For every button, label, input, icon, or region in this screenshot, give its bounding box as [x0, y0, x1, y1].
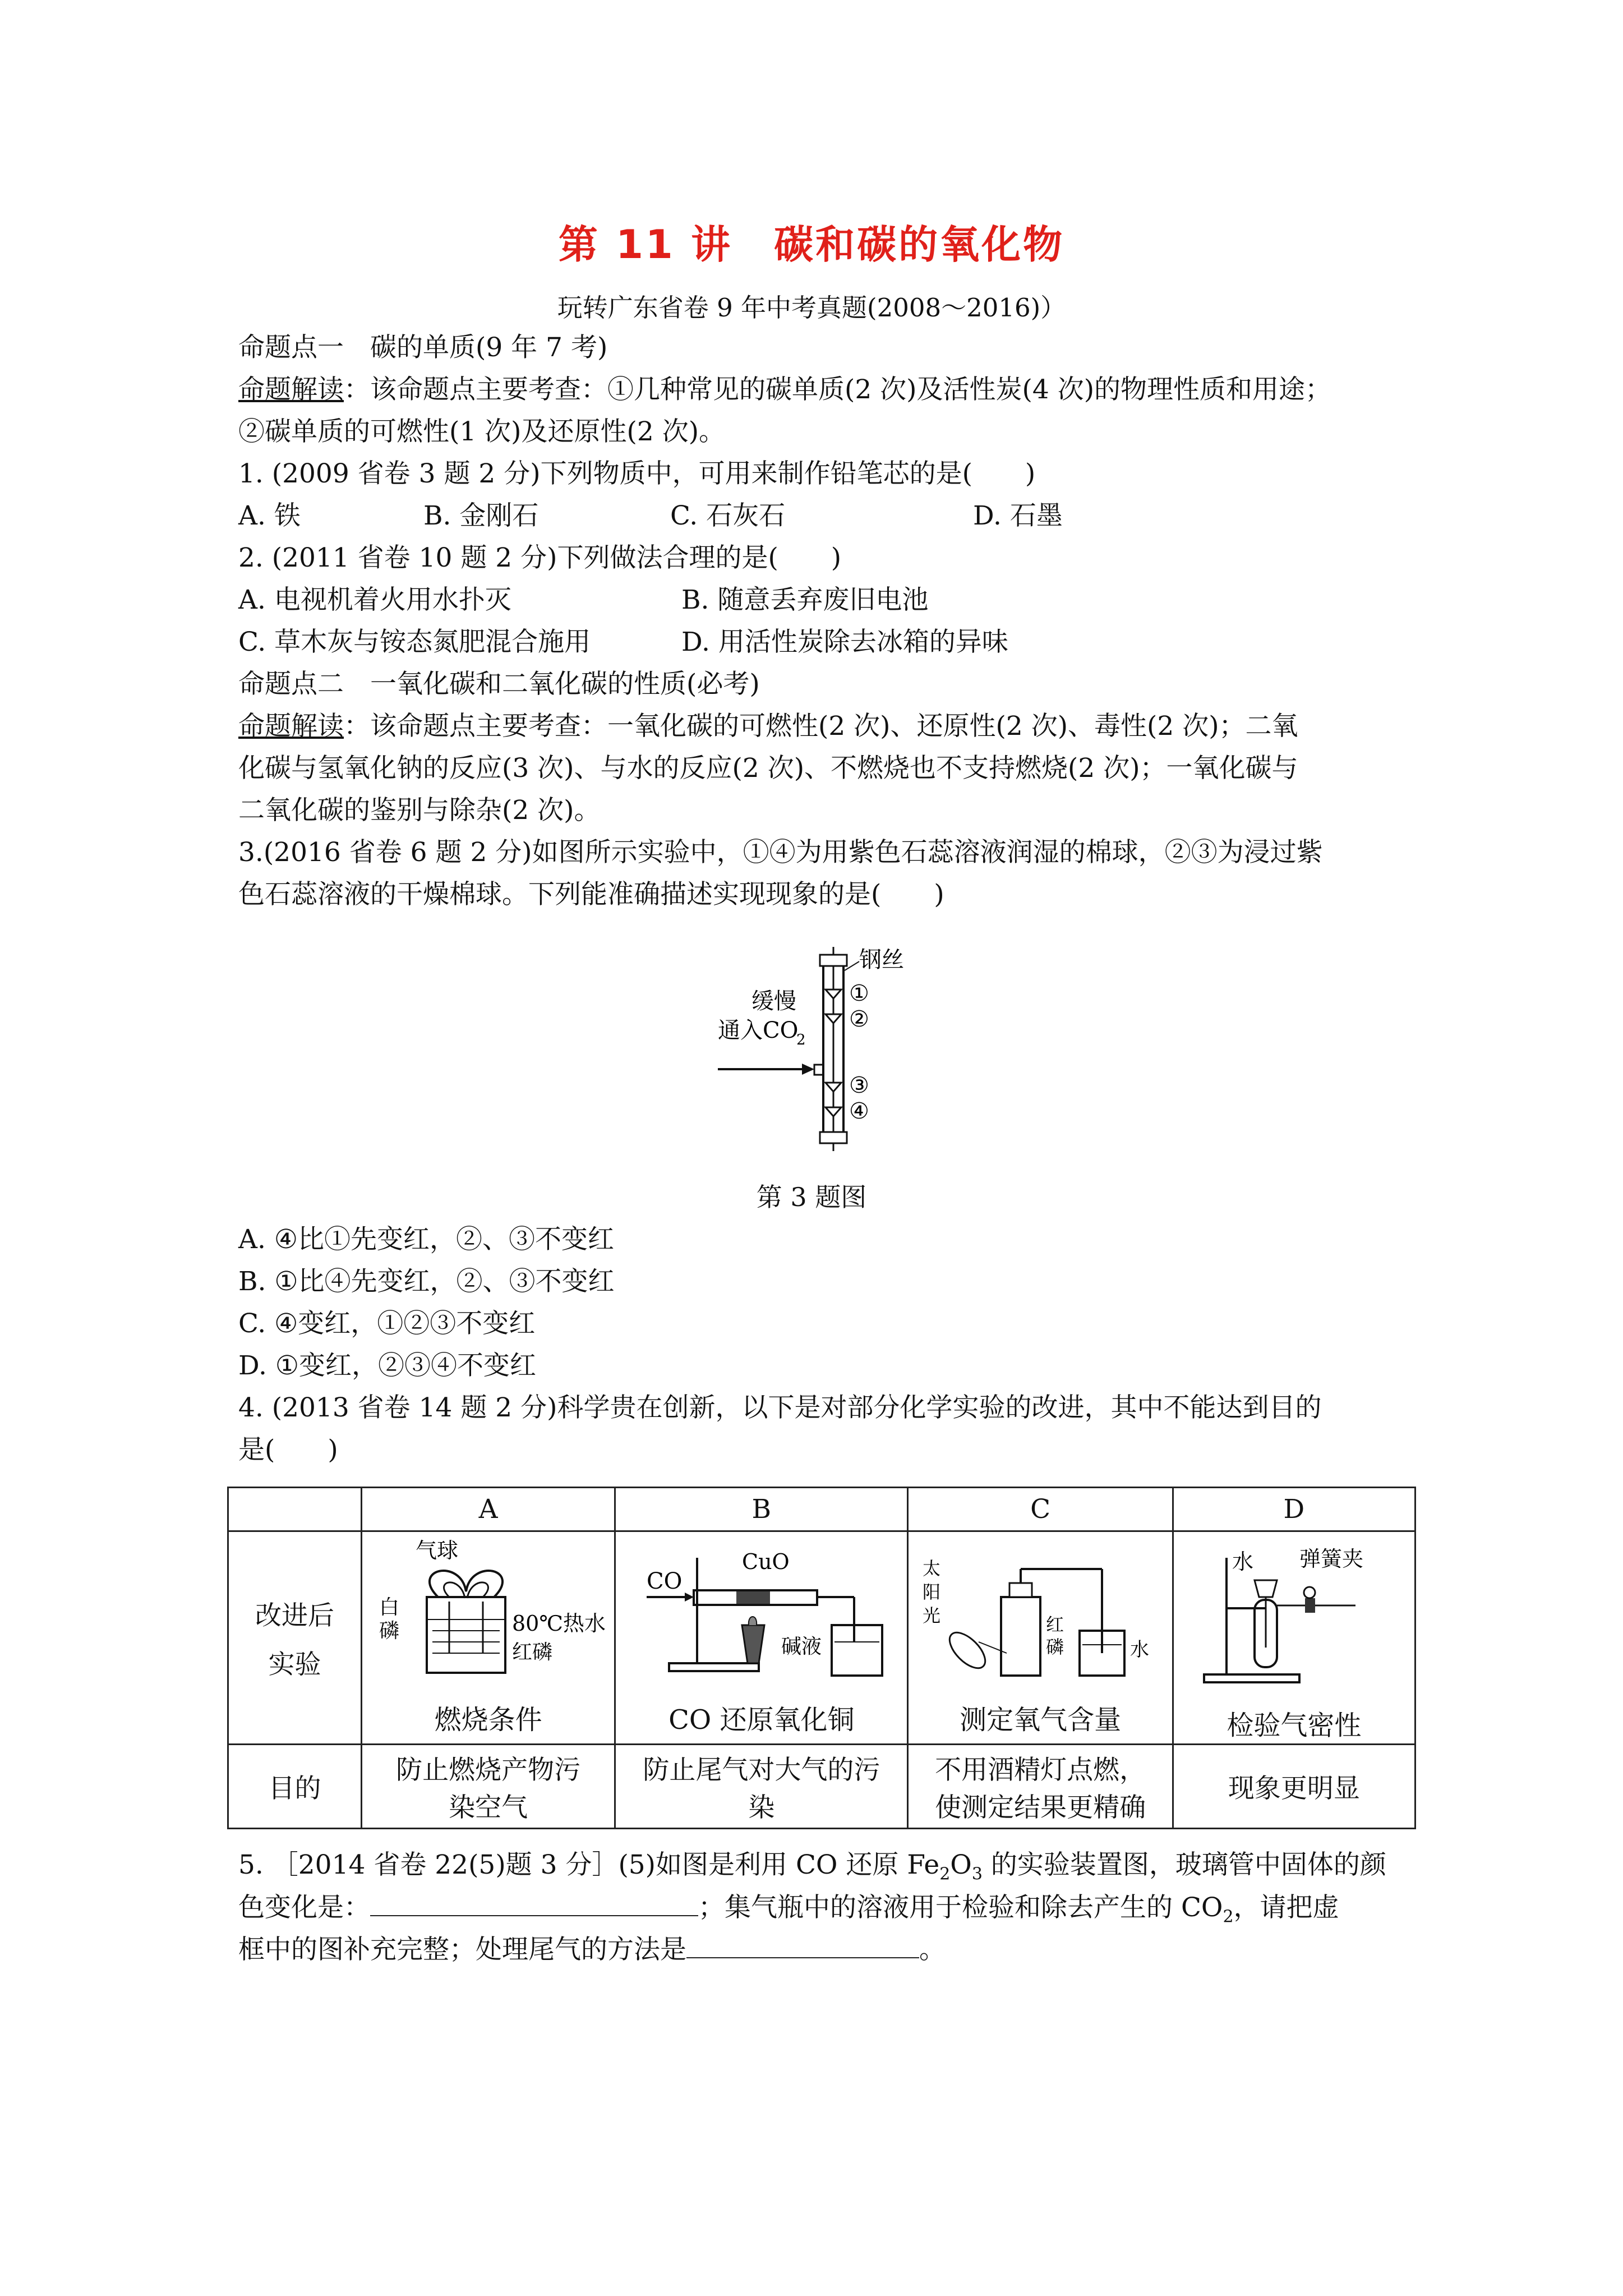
- cell-b-experiment: [615, 1531, 908, 1745]
- q5-text-h: 。: [919, 1934, 946, 1965]
- red-phosphorus-label-1: 红: [1046, 1614, 1064, 1635]
- q4-stem-line1: 4. (2013 省卷 14 题 2 分)科学贵在创新，以下是对部分化学实验的改进，其中不能达到目的: [238, 1392, 1322, 1423]
- cell-a-purpose-line2: 染空气: [449, 1792, 528, 1823]
- row-label-line2: 实验: [268, 1649, 321, 1680]
- q3-stem-line1: 3.(2016 省卷 6 题 2 分)如图所示实验中，①④为用紫色石蕊溶液润湿的棉球，②③为浸过紫: [238, 837, 1323, 868]
- q3-stem-line2: 色石蕊溶液的干燥棉球。下列能准确描述实现现象的是( ): [238, 879, 944, 910]
- page-title: 第 11 讲 碳和碳的氧化物: [558, 222, 1065, 268]
- interp-label: 命题解读: [238, 374, 344, 405]
- q4-comparison-table: [227, 1487, 1416, 1829]
- table-row-purpose: [228, 1745, 1415, 1829]
- co-reduction-diagram: [619, 1535, 905, 1698]
- sunlight-label-2: 阳: [923, 1581, 941, 1603]
- cell-a-purpose: [361, 1745, 615, 1829]
- q1-option-a: A. 铁: [238, 500, 301, 531]
- q3-option-d: D. ①变红，②③④不变红: [238, 1350, 537, 1381]
- red-phosphorus-label-2: 磷: [1046, 1636, 1064, 1658]
- oxygen-content-diagram: [911, 1535, 1169, 1698]
- burning-conditions-diagram: [365, 1535, 612, 1698]
- q1-option-c: C. 石灰石: [670, 500, 786, 531]
- q1-options: [238, 499, 1063, 533]
- q3-option-b: B. ①比④先变红，②、③不变红: [238, 1266, 615, 1297]
- q2-option-a: A. 电视机着火用水扑灭: [238, 585, 511, 615]
- co-inlet-label: CO: [646, 1568, 683, 1594]
- inlet-label-line1: 缓慢: [751, 988, 796, 1014]
- row-label-line1: 改进后: [255, 1600, 334, 1631]
- q3-figure: [712, 942, 970, 1156]
- q2-option-d: D. 用活性炭除去冰箱的异味: [681, 627, 1008, 657]
- q5-text-d: 色变化是：: [238, 1892, 370, 1923]
- hot-water-label: 80℃热水: [511, 1611, 606, 1636]
- q1-stem: 1. (2009 省卷 3 题 2 分)下列物质中，可用来制作铅笔芯的是( ): [238, 458, 1036, 489]
- table-header-c: C: [908, 1488, 1173, 1531]
- cell-b-purpose-line2: 染: [748, 1792, 775, 1823]
- q5-text-g: 框中的图补充完整；处理尾气的方法是: [238, 1934, 686, 1965]
- q5-sub-1: 2: [939, 1864, 951, 1884]
- q2-option-b: B. 随意丢弃废旧电池: [681, 585, 929, 615]
- section2-interpretation: [238, 710, 1298, 743]
- q5-sub-3: 2: [1223, 1907, 1234, 1927]
- wire-label: 钢丝: [859, 947, 904, 973]
- row-label-purpose: 目的: [228, 1745, 362, 1829]
- table-header-a: A: [361, 1488, 615, 1531]
- white-phosphorus-label-2: 磷: [379, 1619, 399, 1642]
- q5-answer-blank-2[interactable]: [686, 1932, 919, 1958]
- q5-text-e: ；集气瓶中的溶液用于检验和除去产生的 CO: [698, 1892, 1223, 1923]
- cell-d-purpose: [1173, 1745, 1415, 1829]
- section2-interpretation-line3: 二氧化碳的鉴别与除杂(2 次)。: [238, 795, 601, 826]
- q3-figure-caption: 第 3 题图: [756, 1182, 867, 1212]
- q5-line2: [238, 1890, 1339, 1934]
- q3-option-c: C. ④变红，①②③不变红: [238, 1308, 536, 1339]
- q5-answer-blank-1[interactable]: [370, 1890, 698, 1916]
- q5-text-b: O: [950, 1849, 972, 1880]
- section2-heading: 命题点二 一氧化碳和二氧化碳的性质(必考): [238, 669, 760, 700]
- cell-d-purpose-line1: 现象更明显: [1228, 1773, 1360, 1804]
- section1-heading: 命题点一 碳的单质(9 年 7 考): [238, 332, 608, 363]
- cell-c-purpose-line1: 不用酒精灯点燃，: [935, 1754, 1146, 1786]
- table-row-experiment: [228, 1531, 1415, 1745]
- q2-options-row2: [238, 625, 1008, 659]
- cell-a-caption: 燃烧条件: [434, 1704, 542, 1736]
- table-header-d: D: [1173, 1488, 1415, 1531]
- cell-c-purpose-line2: 使测定结果更精确: [935, 1792, 1146, 1823]
- inlet-label-line2: 通入CO: [718, 1018, 799, 1043]
- q4-stem-line2: 是( ): [238, 1434, 338, 1465]
- cell-b-purpose: [615, 1745, 908, 1829]
- q5-line3: [238, 1932, 946, 1967]
- cuo-label: CuO: [741, 1549, 790, 1574]
- q5-text-f: ，请把虚: [1233, 1892, 1339, 1923]
- marker-1: ①: [849, 981, 869, 1006]
- cell-a-purpose-line1: 防止燃烧产物污: [396, 1754, 581, 1786]
- red-phosphorus-label: 红磷: [511, 1641, 552, 1664]
- q1-option-d: D. 石墨: [973, 500, 1063, 531]
- cell-c-experiment: [908, 1531, 1173, 1745]
- q2-stem: 2. (2011 省卷 10 题 2 分)下列做法合理的是( ): [238, 542, 842, 573]
- q5-sub-2: 3: [971, 1864, 983, 1884]
- row-label-experiment: [228, 1531, 362, 1745]
- marker-4: ④: [849, 1098, 869, 1124]
- q1-option-b: B. 金刚石: [423, 500, 539, 531]
- interp-label: 命题解读: [238, 711, 344, 742]
- q5-text-c: 的实验装置图，玻璃管中固体的颜: [982, 1849, 1386, 1880]
- cell-a-experiment: [361, 1531, 615, 1745]
- interp-text: ：该命题点主要考查：①几种常见的碳单质(2 次)及活性炭(4 次)的物理性质和用途；: [344, 374, 1332, 405]
- q5-line1: [238, 1848, 1386, 1891]
- section1-interpretation: [238, 373, 1331, 407]
- cell-d-caption: 检验气密性: [1227, 1710, 1362, 1741]
- water-label: 水: [1130, 1639, 1150, 1661]
- alkali-label: 碱液: [781, 1635, 822, 1658]
- q5-text-a: 5. ［2014 省卷 22(5)题 3 分］(5)如图是利用 CO 还原 Fe: [238, 1849, 940, 1880]
- cell-d-experiment: [1173, 1531, 1415, 1745]
- page-subtitle: 玩转广东省卷 9 年中考真题(2008～2016)）: [557, 293, 1066, 323]
- sunlight-label-1: 太: [923, 1558, 941, 1579]
- inlet-label-sub: 2: [796, 1032, 806, 1048]
- interp-text: ：该命题点主要考查：一氧化碳的可燃性(2 次)、还原性(2 次)、毒性(2 次)；二氧: [344, 711, 1298, 742]
- cell-c-caption: 测定氧气含量: [960, 1704, 1122, 1736]
- cell-c-purpose: [908, 1745, 1173, 1829]
- table-corner-cell: [228, 1488, 362, 1531]
- table-header-row: [228, 1488, 1415, 1531]
- section1-interpretation-line2: ②碳单质的可燃性(1 次)及还原性(2 次)。: [238, 416, 726, 447]
- cell-b-caption: CO 还原氧化铜: [668, 1704, 855, 1736]
- marker-2: ②: [849, 1006, 869, 1032]
- q2-options-row1: [238, 583, 928, 617]
- q3-option-a: A. ④比①先变红，②、③不变红: [238, 1224, 614, 1255]
- white-phosphorus-label-1: 白: [379, 1596, 399, 1619]
- section2-interpretation-line2: 化碳与氢氧化钠的反应(3 次)、与水的反应(2 次)、不燃烧也不支持燃烧(2 次)；一氧化碳与: [238, 753, 1298, 784]
- spring-clip-label: 弹簧夹: [1299, 1547, 1364, 1571]
- balloon-label: 气球: [415, 1538, 458, 1563]
- sunlight-label-3: 光: [923, 1605, 941, 1626]
- marker-3: ③: [849, 1073, 869, 1098]
- q2-option-c: C. 草木灰与铵态氮肥混合施用: [238, 627, 591, 657]
- cell-b-purpose-line1: 防止尾气对大气的污: [643, 1754, 880, 1786]
- airtightness-diagram: [1176, 1535, 1412, 1698]
- table-header-b: B: [615, 1488, 908, 1531]
- water-label: 水: [1232, 1549, 1254, 1574]
